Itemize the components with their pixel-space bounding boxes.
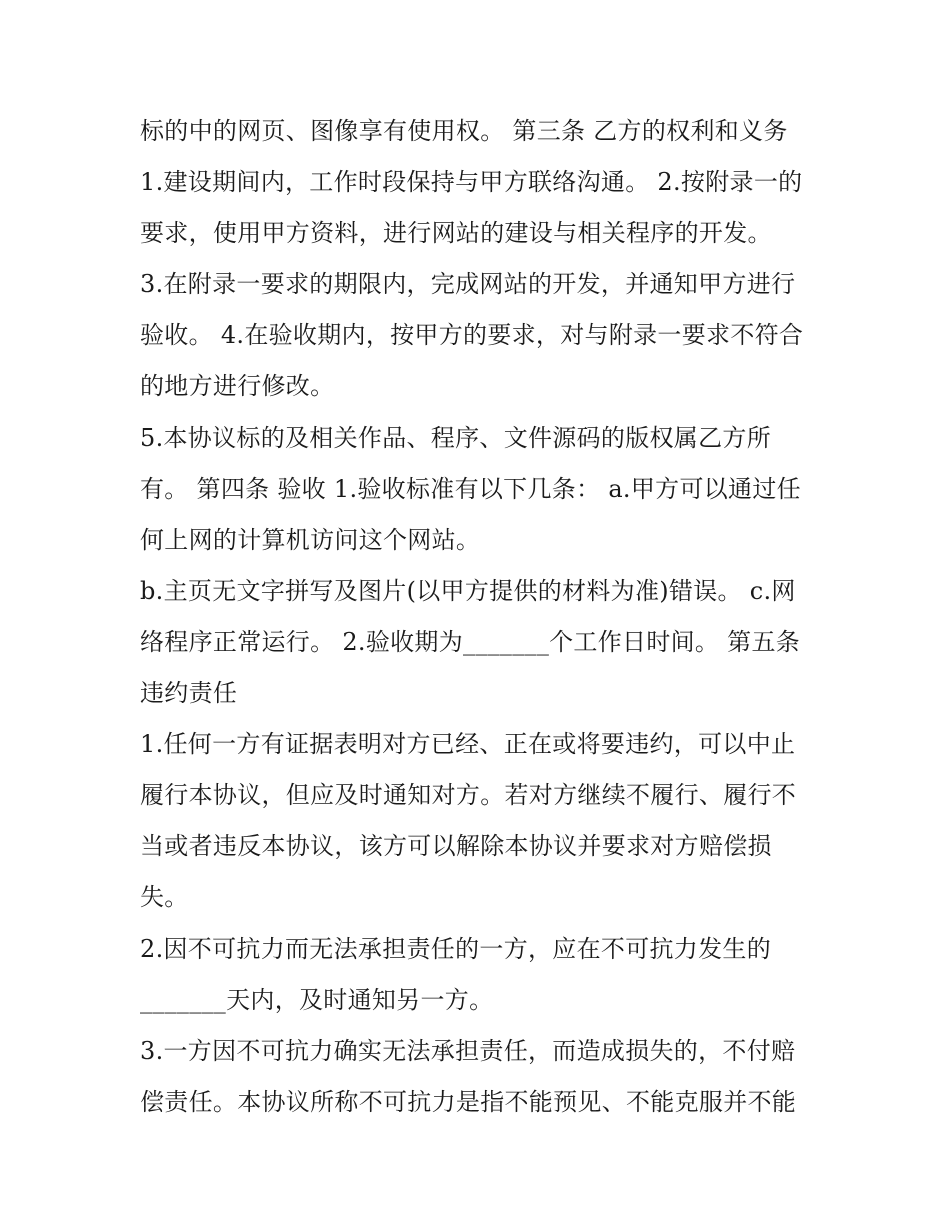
text-line: 违约责任 [140,679,238,708]
text-line: 当或者违反本协议，该方可以解除本协议并要求对方赔偿损 [140,832,772,861]
text-line: b.主页无文字拼写及图片(以甲方提供的材料为准)错误。 c.网 [140,576,796,605]
text-line: 的地方进行修改。 [140,372,335,401]
text-line: 3.在附录一要求的期限内，完成网站的开发，并通知甲方进行 [140,270,796,299]
text-line: 标的中的网页、图像享有使用权。 第三条 乙方的权利和义务 [140,117,788,145]
text-line: 3.一方因不可抗力确实无法承担责任，而造成损失的，不付赔 [140,1036,796,1065]
text-line: 何上网的计算机访问这个网站。 [140,525,481,554]
text-line: 2.因不可抗力而无法承担责任的一方，应在不可抗力发生的 [140,934,771,963]
text-line: 络程序正常运行。 2.验收期为_______个工作日时间。 第五条 [140,627,801,656]
text-line: 要求，使用甲方资料，进行网站的建设与相关程序的开发。 [140,219,772,248]
text-line: 1.任何一方有证据表明对方已经、正在或将要违约，可以中止 [140,730,796,759]
text-line: 5.本协议标的及相关作品、程序、文件源码的版权属乙方所 [140,423,771,452]
text-line: 有。 第四条 验收 1.验收标准有以下几条： a.甲方可以通过任 [140,474,801,503]
text-line: 失。 [140,883,189,912]
text-line: 验收。 4.在验收期内，按甲方的要求，对与附录一要求不符合 [140,321,804,350]
text-line: 履行本协议，但应及时通知对方。若对方继续不履行、履行不 [140,781,797,810]
document-body [140,106,840,1128]
text-line: 1.建设期间内，工作时段保持与甲方联络沟通。 2.按附录一的 [140,168,803,197]
text-line: _______天内，及时通知另一方。 [140,985,494,1014]
text-line: 偿责任。本协议所称不可抗力是指不能预见、不能克服并不能 [140,1087,797,1116]
